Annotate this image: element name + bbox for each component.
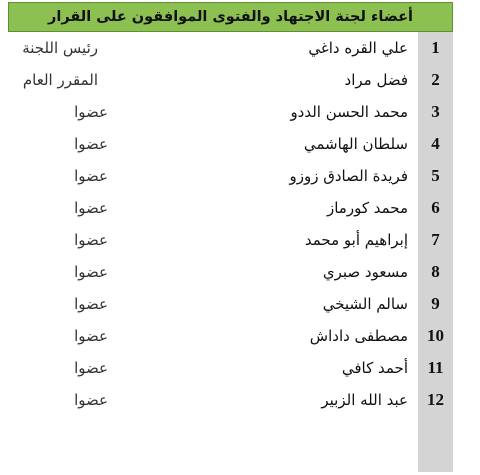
row-number: 10 — [427, 326, 444, 345]
member-name: سالم الشيخي — [322, 295, 408, 313]
member-role: رئيس اللجنة — [22, 39, 98, 57]
member-role: عضوا — [74, 263, 108, 281]
row-number: 11 — [427, 358, 444, 377]
row-number-cell — [418, 224, 453, 256]
member-name: فريدة الصادق زوزو — [289, 167, 408, 185]
table-row — [8, 192, 453, 224]
table-row — [8, 384, 453, 416]
table-row — [8, 64, 453, 96]
member-name: إبراهيم أبو محمد — [304, 231, 408, 249]
table-row — [8, 224, 453, 256]
row-number-cell — [418, 288, 453, 320]
row-number-cell — [418, 352, 453, 384]
member-role: عضوا — [74, 295, 108, 313]
member-name: عبد الله الزبير — [321, 391, 408, 409]
table-row — [8, 320, 453, 352]
member-role: عضوا — [74, 199, 108, 217]
table-row — [8, 288, 453, 320]
row-number-cell — [418, 192, 453, 224]
row-number-cell — [418, 160, 453, 192]
member-role: عضوا — [74, 327, 108, 345]
member-role: عضوا — [74, 135, 108, 153]
member-name: مسعود صبري — [322, 263, 408, 281]
table-row — [8, 256, 453, 288]
member-rows — [8, 32, 453, 416]
table-row — [8, 128, 453, 160]
table-row — [8, 32, 453, 64]
row-number: 8 — [431, 262, 440, 281]
member-role: عضوا — [74, 167, 108, 185]
table-header — [8, 2, 453, 32]
member-role: عضوا — [74, 359, 108, 377]
member-name: علي القره داغي — [308, 39, 408, 57]
members-table — [8, 2, 453, 472]
member-name: سلطان الهاشمي — [303, 135, 408, 153]
row-number-cell — [418, 256, 453, 288]
row-number-cell — [418, 384, 453, 416]
member-name: مصطفى داداش — [309, 327, 408, 345]
row-number: 2 — [431, 70, 440, 89]
member-role: عضوا — [74, 391, 108, 409]
row-number: 12 — [427, 390, 444, 409]
member-name: أحمد كافي — [341, 359, 408, 377]
table-row — [8, 96, 453, 128]
table-title: أعضاء لجنة الاجتهاد والفتوى الموافقون على القرار — [48, 9, 413, 25]
row-number: 7 — [431, 230, 440, 249]
row-number-cell — [418, 64, 453, 96]
row-number: 1 — [431, 38, 440, 57]
row-number: 3 — [431, 102, 440, 121]
member-name: فضل مراد — [344, 71, 408, 89]
row-number-cell — [418, 128, 453, 160]
member-name: محمد كورماز — [326, 199, 408, 217]
row-number: 6 — [431, 198, 440, 217]
row-number-cell — [418, 96, 453, 128]
member-role: عضوا — [74, 231, 108, 249]
row-number: 9 — [431, 294, 440, 313]
member-role: المقرر العام — [22, 71, 98, 89]
member-name: محمد الحسن الددو — [290, 103, 408, 121]
row-number-cell — [418, 320, 453, 352]
table-row — [8, 160, 453, 192]
member-role: عضوا — [74, 103, 108, 121]
row-number-cell — [418, 32, 453, 64]
table-row — [8, 352, 453, 384]
row-number: 4 — [431, 134, 440, 153]
row-number: 5 — [431, 166, 440, 185]
